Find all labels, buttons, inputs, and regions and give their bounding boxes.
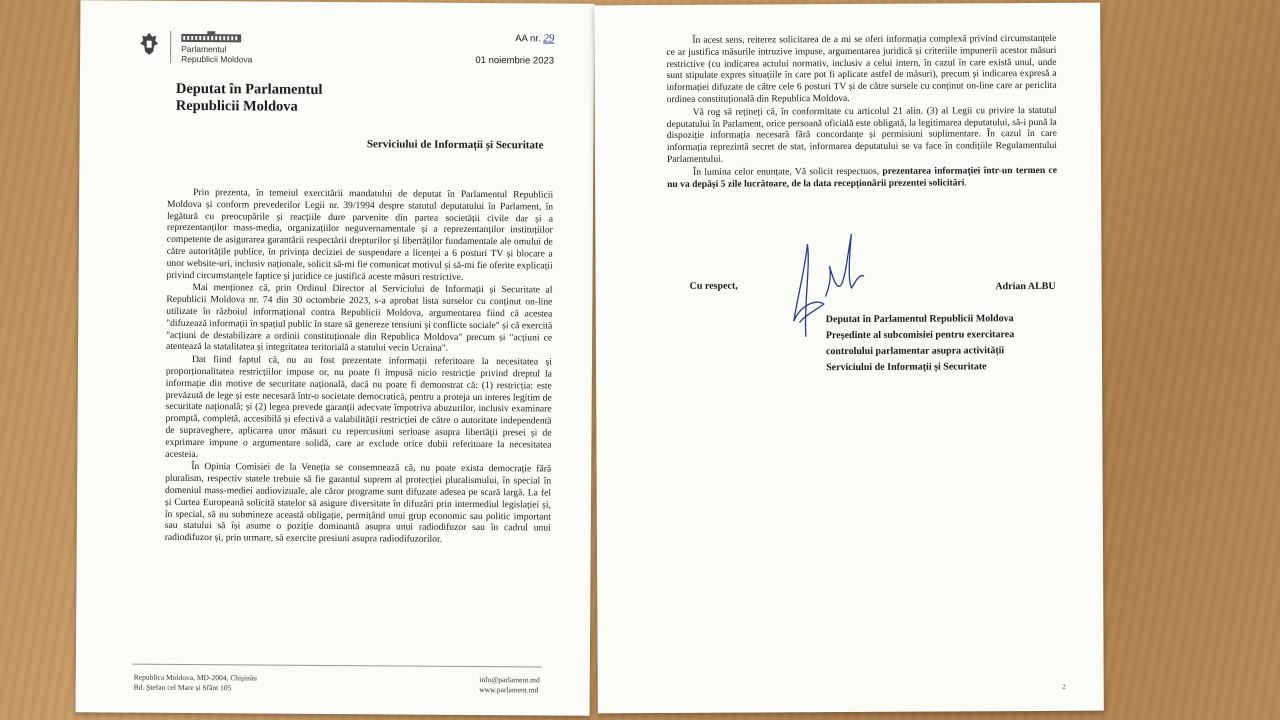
position-line: Serviciului de Informații și Securitate — [826, 361, 987, 374]
footer-email: info@parlament.md — [479, 675, 540, 685]
position-line: Președinte al subcomisiei pentru exercitarea — [825, 329, 1015, 342]
address-line1: Republica Moldova, MD-2004, Chișinău — [133, 672, 257, 683]
sender-title-line2: Republicii Moldova — [175, 97, 298, 115]
paragraph: Prin prezenta, în temeiul exercitării mandatului de deputat în Parlamentul Republicii Moldova și conform prevederilor Legii nr. 39/1994 despre statutul deputatului în Parlament, în legătură cu preocupările și reacțiile dure parvenite din partea societății civile dar și a reprezentanților mass-media, organizațiilor neguvernamentale și a reprezentanților instituțiilor competente de asigurarea garantării respectării drepturilor și libertăților fundamentale ale omului de către autoritățile publice, în privința deciziei de suspendare a licenței a 6 posturi TV și blocare a unor website-uri, inclusiv naționale, solicit să-mi fie comunicat motivul și să-mi fie oferite explicații privind circumstanțele faptice și juridice ce justifică aceste măsuri restrictive. — [166, 187, 554, 283]
logo-line1: Parlamentul — [181, 43, 227, 55]
logo-line2: Republicii Moldova — [181, 53, 253, 65]
ref-label: AA nr. — [515, 33, 541, 45]
footer-address — [134, 673, 257, 694]
signer-name: Adrian ALBU — [995, 280, 1056, 293]
recipient: Serviciului de Informații și Securitate — [366, 138, 544, 152]
signer-position — [826, 311, 1015, 376]
request-bold-text: prezentarea informației într-un termen ce nu va depăși 5 zile lucrătoare, de la data recepționării prezentei solicitări — [667, 164, 1058, 190]
paragraph: Dat fiind faptul că, nu au fost prezentate informații referitoare la necesitatea și proporționalitatea restricțiilor impuse or, nu poate fi impusă nicio restricție privind dreptul la informație din motive de securitate națională, dacă nu poate fi demonstrat că: (1) restricția: este prevăzută de lege și este necesară într-o societate democratică, pentru a proteja un interes legitim de securitate națională; și (2) legea prevede garanții adecvate împotriva abuzurilor, inclusiv examinare promptă, completă, accesibilă și efectivă a valabilității restricției de către o autoritate independentă de supraveghere, aplicarea unor măsuri cu repercusiuni serioase asupra libertății presei și de exprimare impune o argumentare solidă, care ar exclude orice dubii referitoare la necesitatea acesteia. — [165, 354, 553, 460]
paragraph: Mai menționez că, prin Ordinul Director al Serviciului de Informații și Securitate al Republicii Moldova nr. 74 din 30 octombrie 2023, s-a aprobat lista surselor cu conținut on-line utilizate în războiul informațional contra Republicii Moldova, argumentarea fiind că acestea "difuzează informații în spațiul public în stare să genereze tensiuni și conflicte sociale" și că exercită "acțiuni de destabilizare a ordinii constituționale din Republica Moldova" precum și "acțiuni ce atentează la statalitatea și integritatea teritorială a statului vecin Ucraina". — [166, 282, 553, 355]
sender-title-line1: Deputat în Parlamentul — [175, 80, 323, 98]
footer-contacts — [479, 675, 540, 695]
address-line2: Bd. Ștefan cel Mare și Sfânt 105 — [133, 682, 232, 693]
parliament-logo — [138, 31, 253, 65]
sender-title — [176, 81, 323, 116]
page-number: 2 — [1062, 682, 1066, 691]
letter-page-2 — [594, 3, 1104, 714]
registration-ref — [475, 27, 554, 73]
position-line: controlului parlamentar asupra activității — [825, 345, 1005, 358]
closing-salutation: Cu respect, — [689, 280, 738, 292]
parliament-building-icon — [181, 31, 241, 43]
letter-body-2 — [666, 33, 1057, 191]
request-end: . — [964, 176, 967, 188]
ref-date: 01 noiembrie 2023 — [475, 54, 555, 67]
ref-number-line — [475, 27, 554, 51]
coat-of-arms-icon — [138, 31, 160, 57]
footer-divider — [132, 664, 542, 668]
request-text: În lumina celor enunțate, Vă solicit respectuos, — [692, 165, 883, 178]
logo-divider — [170, 31, 171, 63]
letter-body-1 — [165, 187, 553, 548]
request-paragraph — [667, 165, 1057, 191]
letter-page-1 — [76, 0, 595, 716]
logo-text — [181, 31, 253, 64]
footer-web: www.parlament.md — [479, 685, 539, 695]
paragraph: În acest sens, reiterez solicitarea de a mi se oferi informația complexă privind circumstanțele ce ar justifica măsurile intruzive impuse, argumentarea juridică și criteriile impunerii acestor măsuri restrictive (cu indicarea actului normativ, inclusiv a celui intern, în cazul în care există unul, unde sunt stipulate expres situațiile în care pot fi aplicate astfel de măsuri), precum și indicarea expresă a informației difuzate de către cele 6 posturi TV și de către sursele cu conținut on-line care ar periclita ordinea constituțională din Republica Moldova. — [666, 32, 1057, 105]
paragraph: În Opinia Comisiei de la Veneția se consemnează că, nu poate exista democrație fără pluralism, respectiv statele trebuie să fie garantul suprem al protecției pluralismului, în special în domeniul mass-mediei audiovizuale, ale căror programe sunt difuzate adesea pe scară largă. La fel și Curtea Europeană solicită statelor să asigure diversitate în difuzări prin intermediul legislației și, în special, să nu submineze această obligație, permițând unui grup economic sau politic important sau statului să își asume o poziție dominantă asupra unui radiodifuzor sau în cadrul unui radiodifuzor și, prin urmare, să exercite presiuni asupra radiodifuzorilor. — [164, 461, 552, 545]
ref-number: 29 — [543, 32, 555, 45]
position-line: Deputat în Parlamentul Republicii Moldova — [825, 313, 1014, 326]
paragraph: Vă rog să rețineți că, în conformitate cu articolul 21 alin. (3) al Legii cu privire la statutul deputatului în Parlament, orice persoană oficială este obligată, la legitimarea deputatului, să-i pună la dispoziție informația necesară fără concordanțe și permisiuni suplimentare. În cazul în care informația reprezintă secret de stat, informarea deputatului se va face în condițiile Regulamentului Parlamentului. — [666, 104, 1057, 165]
